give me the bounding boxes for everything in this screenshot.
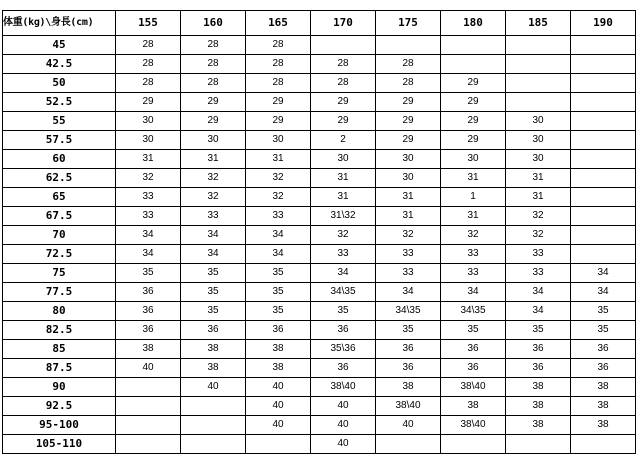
- size-cell: 40: [181, 378, 246, 397]
- size-cell: 32: [246, 169, 311, 188]
- size-cell: 32: [441, 226, 506, 245]
- table-row: [3, 416, 636, 435]
- size-cell: 36: [246, 321, 311, 340]
- size-cell: [571, 169, 636, 188]
- size-cell: 34: [116, 226, 181, 245]
- size-cell: 36: [506, 340, 571, 359]
- size-cell: 34: [246, 226, 311, 245]
- size-cell: 36: [571, 340, 636, 359]
- size-cell: 38: [571, 378, 636, 397]
- size-cell: [571, 207, 636, 226]
- size-cell: 32: [376, 226, 441, 245]
- size-cell: 28: [246, 36, 311, 55]
- table-row: [3, 302, 636, 321]
- size-cell: 35: [116, 264, 181, 283]
- size-cell: [376, 435, 441, 454]
- size-cell: 31: [506, 169, 571, 188]
- size-cell: [571, 112, 636, 131]
- size-cell: [571, 435, 636, 454]
- size-cell: 30: [441, 150, 506, 169]
- size-cell: 33: [311, 245, 376, 264]
- weight-label: 50: [3, 74, 116, 93]
- size-cell: 38: [506, 397, 571, 416]
- size-cell: 36: [571, 359, 636, 378]
- size-cell: 33: [376, 264, 441, 283]
- weight-label: 42.5: [3, 55, 116, 74]
- size-cell: [571, 74, 636, 93]
- weight-label: 65: [3, 188, 116, 207]
- size-cell: 28: [311, 55, 376, 74]
- height-header: 160: [181, 11, 246, 36]
- size-cell: 29: [376, 112, 441, 131]
- size-cell: 31: [441, 207, 506, 226]
- size-cell: 34\35: [311, 283, 376, 302]
- size-cell: 40: [116, 359, 181, 378]
- size-cell: 29: [376, 131, 441, 150]
- table-row: [3, 150, 636, 169]
- size-cell: 29: [311, 112, 376, 131]
- weight-label: 87.5: [3, 359, 116, 378]
- size-cell: 34: [376, 283, 441, 302]
- size-cell: [441, 55, 506, 74]
- size-cell: 30: [506, 112, 571, 131]
- size-cell: 31: [311, 188, 376, 207]
- size-cell: 29: [116, 93, 181, 112]
- size-cell: 36: [376, 340, 441, 359]
- size-chart-table: [2, 10, 636, 454]
- size-cell: 35: [506, 321, 571, 340]
- height-header: 180: [441, 11, 506, 36]
- size-cell: 32: [506, 226, 571, 245]
- size-cell: 34: [311, 264, 376, 283]
- size-cell: 38: [441, 397, 506, 416]
- size-cell: 30: [311, 150, 376, 169]
- size-cell: 31: [376, 207, 441, 226]
- size-cell: 38\40: [376, 397, 441, 416]
- size-cell: 32: [246, 188, 311, 207]
- size-cell: [571, 245, 636, 264]
- size-cell: 32: [181, 188, 246, 207]
- size-cell: 33: [441, 264, 506, 283]
- size-cell: 35: [246, 283, 311, 302]
- size-cell: 30: [246, 131, 311, 150]
- weight-label: 45: [3, 36, 116, 55]
- size-cell: 34: [116, 245, 181, 264]
- size-cell: 38: [246, 340, 311, 359]
- table-row: [3, 226, 636, 245]
- table-row: [3, 207, 636, 226]
- size-cell: 38: [571, 397, 636, 416]
- size-cell: 40: [246, 397, 311, 416]
- height-header: 165: [246, 11, 311, 36]
- size-cell: 36: [441, 340, 506, 359]
- size-cell: 36: [116, 321, 181, 340]
- size-cell: 30: [116, 131, 181, 150]
- table-row: [3, 283, 636, 302]
- table-row: [3, 397, 636, 416]
- table-row: [3, 74, 636, 93]
- size-cell: 34\35: [376, 302, 441, 321]
- size-cell: 36: [116, 283, 181, 302]
- size-cell: 28: [181, 74, 246, 93]
- table-row: [3, 378, 636, 397]
- size-cell: 34: [441, 283, 506, 302]
- size-cell: 29: [246, 93, 311, 112]
- size-cell: 35: [571, 302, 636, 321]
- size-cell: 29: [246, 112, 311, 131]
- size-cell: 29: [441, 93, 506, 112]
- size-cell: 30: [181, 131, 246, 150]
- weight-label: 72.5: [3, 245, 116, 264]
- table-row: [3, 93, 636, 112]
- size-cell: [441, 36, 506, 55]
- size-cell: [571, 93, 636, 112]
- weight-label: 92.5: [3, 397, 116, 416]
- size-cell: 38: [376, 378, 441, 397]
- size-cell: 38: [571, 416, 636, 435]
- size-cell: 29: [181, 112, 246, 131]
- size-cell: 33: [506, 264, 571, 283]
- size-cell: 38: [181, 340, 246, 359]
- size-cell: [571, 188, 636, 207]
- size-cell: [116, 416, 181, 435]
- weight-label: 77.5: [3, 283, 116, 302]
- size-cell: 40: [246, 416, 311, 435]
- size-cell: 28: [116, 55, 181, 74]
- weight-label: 85: [3, 340, 116, 359]
- weight-label: 60: [3, 150, 116, 169]
- size-cell: 33: [441, 245, 506, 264]
- size-cell: 31: [116, 150, 181, 169]
- size-cell: 34: [181, 226, 246, 245]
- size-cell: 28: [181, 36, 246, 55]
- size-cell: 29: [441, 131, 506, 150]
- size-cell: 31: [441, 169, 506, 188]
- size-cell: 2: [311, 131, 376, 150]
- weight-label: 62.5: [3, 169, 116, 188]
- table-row: [3, 36, 636, 55]
- table-row: [3, 169, 636, 188]
- table-row: [3, 264, 636, 283]
- size-cell: [506, 36, 571, 55]
- size-cell: [571, 55, 636, 74]
- size-cell: 35: [181, 302, 246, 321]
- size-cell: 36: [116, 302, 181, 321]
- size-cell: 34: [181, 245, 246, 264]
- weight-label: 80: [3, 302, 116, 321]
- size-cell: 35: [181, 264, 246, 283]
- size-cell: 34: [571, 264, 636, 283]
- size-cell: [181, 435, 246, 454]
- size-cell: 30: [506, 131, 571, 150]
- size-cell: 36: [311, 359, 376, 378]
- size-cell: 32: [311, 226, 376, 245]
- size-cell: 29: [441, 112, 506, 131]
- size-cell: 38: [506, 378, 571, 397]
- size-cell: [506, 74, 571, 93]
- weight-label: 55: [3, 112, 116, 131]
- size-cell: 38\40: [441, 416, 506, 435]
- height-header: 185: [506, 11, 571, 36]
- size-cell: 31\32: [311, 207, 376, 226]
- size-cell: 33: [116, 188, 181, 207]
- size-cell: 38\40: [441, 378, 506, 397]
- size-cell: 36: [506, 359, 571, 378]
- size-cell: 29: [376, 93, 441, 112]
- size-cell: 35: [181, 283, 246, 302]
- size-cell: 40: [311, 397, 376, 416]
- size-cell: [116, 397, 181, 416]
- table-row: [3, 321, 636, 340]
- size-cell: 28: [181, 55, 246, 74]
- size-cell: 32: [506, 207, 571, 226]
- size-cell: 38: [246, 359, 311, 378]
- size-cell: 35: [441, 321, 506, 340]
- size-cell: 28: [246, 74, 311, 93]
- size-cell: 31: [506, 188, 571, 207]
- size-cell: 38: [116, 340, 181, 359]
- size-cell: 33: [181, 207, 246, 226]
- weight-label: 105-110: [3, 435, 116, 454]
- table-row: [3, 340, 636, 359]
- size-cell: [506, 55, 571, 74]
- size-cell: 35: [571, 321, 636, 340]
- size-cell: [116, 378, 181, 397]
- size-cell: 33: [246, 207, 311, 226]
- size-cell: 31: [311, 169, 376, 188]
- size-cell: 29: [441, 74, 506, 93]
- table-row: [3, 131, 636, 150]
- size-cell: [571, 226, 636, 245]
- height-header: 190: [571, 11, 636, 36]
- header-row: [3, 11, 636, 36]
- table-row: [3, 55, 636, 74]
- size-cell: 32: [116, 169, 181, 188]
- size-cell: 36: [441, 359, 506, 378]
- size-cell: 38\40: [311, 378, 376, 397]
- size-cell: 35: [311, 302, 376, 321]
- weight-label: 57.5: [3, 131, 116, 150]
- size-cell: 31: [181, 150, 246, 169]
- size-cell: [506, 93, 571, 112]
- size-cell: [246, 435, 311, 454]
- size-cell: 28: [246, 55, 311, 74]
- size-cell: 34: [246, 245, 311, 264]
- height-header: 175: [376, 11, 441, 36]
- size-cell: 35\36: [311, 340, 376, 359]
- size-cell: 36: [181, 321, 246, 340]
- size-cell: 40: [376, 416, 441, 435]
- height-header: 170: [311, 11, 376, 36]
- size-cell: 33: [116, 207, 181, 226]
- size-cell: 34\35: [441, 302, 506, 321]
- size-cell: 35: [246, 302, 311, 321]
- size-cell: 30: [116, 112, 181, 131]
- size-cell: 28: [116, 36, 181, 55]
- size-cell: [441, 435, 506, 454]
- table-row: [3, 359, 636, 378]
- size-cell: [571, 150, 636, 169]
- weight-label: 52.5: [3, 93, 116, 112]
- weight-label: 70: [3, 226, 116, 245]
- size-cell: [506, 435, 571, 454]
- size-cell: 36: [311, 321, 376, 340]
- size-cell: 38: [181, 359, 246, 378]
- size-cell: [181, 416, 246, 435]
- table-row: [3, 112, 636, 131]
- size-cell: 33: [506, 245, 571, 264]
- size-cell: [376, 36, 441, 55]
- size-cell: 34: [571, 283, 636, 302]
- size-cell: 28: [311, 74, 376, 93]
- size-cell: 31: [246, 150, 311, 169]
- size-cell: 34: [506, 302, 571, 321]
- size-cell: 34: [506, 283, 571, 302]
- size-cell: 28: [376, 55, 441, 74]
- weight-label: 75: [3, 264, 116, 283]
- size-cell: 40: [311, 435, 376, 454]
- weight-label: 95-100: [3, 416, 116, 435]
- size-cell: 30: [376, 169, 441, 188]
- size-cell: 29: [181, 93, 246, 112]
- size-cell: 36: [376, 359, 441, 378]
- size-cell: 28: [116, 74, 181, 93]
- size-cell: [181, 397, 246, 416]
- size-cell: 30: [506, 150, 571, 169]
- size-cell: 31: [376, 188, 441, 207]
- table-row: [3, 188, 636, 207]
- size-cell: [571, 36, 636, 55]
- size-cell: 40: [311, 416, 376, 435]
- size-cell: 1: [441, 188, 506, 207]
- size-cell: [571, 131, 636, 150]
- table-body: [3, 36, 636, 454]
- size-cell: [311, 36, 376, 55]
- weight-label: 67.5: [3, 207, 116, 226]
- table-row: [3, 245, 636, 264]
- corner-header-label: 体重(kg)\身長(cm): [3, 11, 116, 36]
- size-cell: 30: [376, 150, 441, 169]
- size-cell: 40: [246, 378, 311, 397]
- weight-label: 82.5: [3, 321, 116, 340]
- size-cell: [116, 435, 181, 454]
- table-row: [3, 435, 636, 454]
- size-cell: 35: [246, 264, 311, 283]
- size-cell: 33: [376, 245, 441, 264]
- size-cell: 29: [311, 93, 376, 112]
- height-header: 155: [116, 11, 181, 36]
- size-cell: 38: [506, 416, 571, 435]
- size-cell: 35: [376, 321, 441, 340]
- size-cell: 32: [181, 169, 246, 188]
- size-cell: 28: [376, 74, 441, 93]
- weight-label: 90: [3, 378, 116, 397]
